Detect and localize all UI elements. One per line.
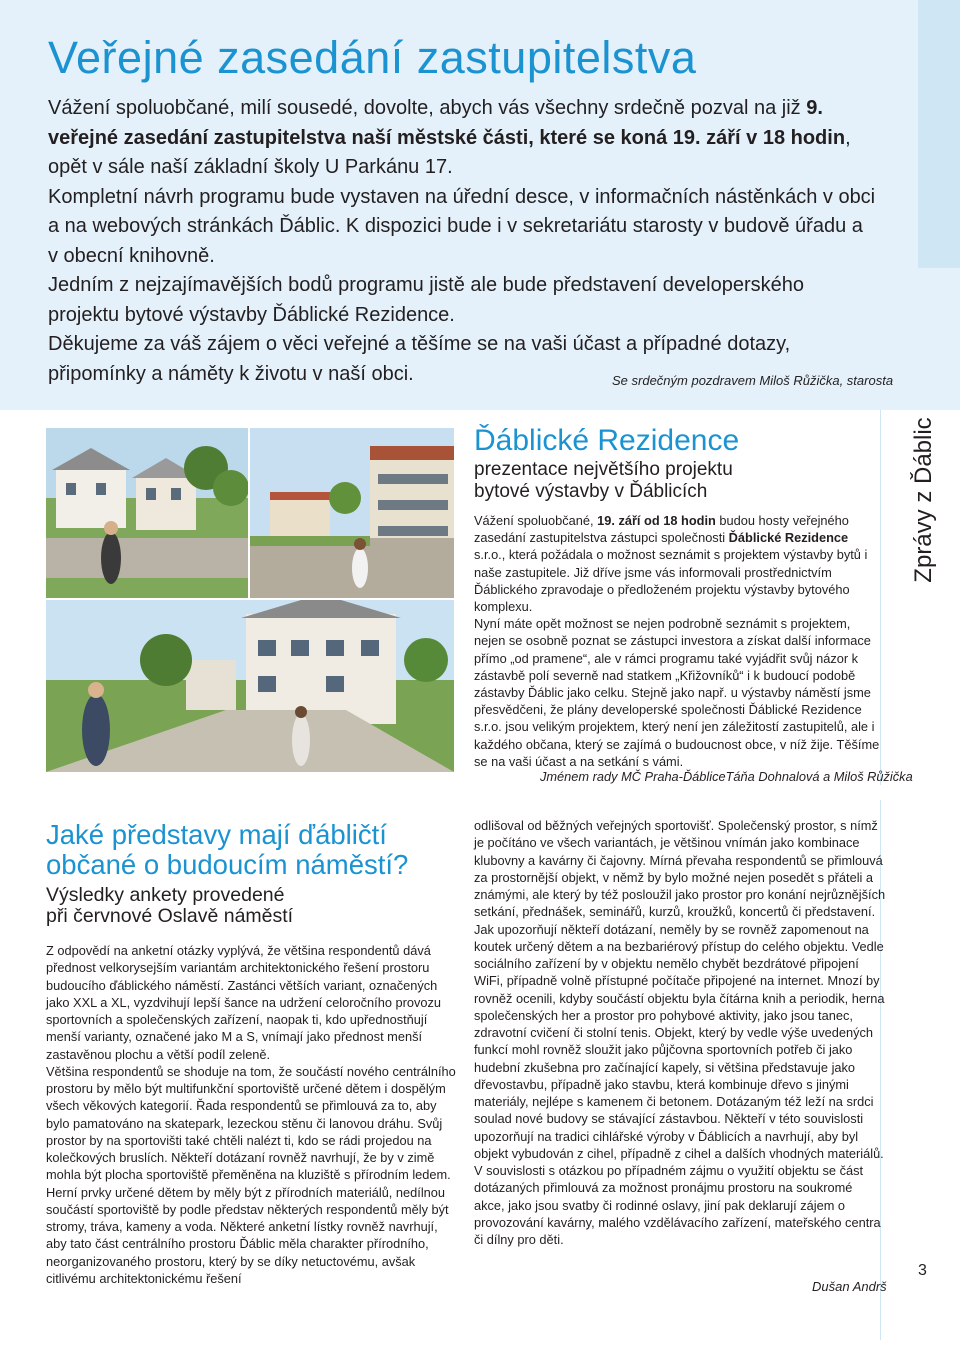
photo-houses-with-cyclist [46, 428, 248, 598]
dablicke-body [474, 512, 882, 770]
sidebar-strip [918, 0, 960, 268]
side-label: Zprávy z Ďáblic [910, 417, 937, 583]
photo-apartment-street [250, 428, 454, 598]
dablicke-subtitle: prezentace největšího projektu bytové výstavby v Ďáblicích [474, 459, 733, 502]
intro-signature: Se srdečným pozdravem Miloš Růžička, starosta [612, 373, 894, 388]
dablicke-signature: Jménem rady MČ Praha-ĎábliceTáňa Dohnalová a Miloš Růžička [540, 769, 913, 784]
intro-text [48, 94, 878, 389]
photo-courtyard-park [46, 600, 454, 772]
page-title: Veřejné zasedání zastupitelstva [48, 32, 697, 83]
intro-paragraph-1: Vážení spoluobčané, milí sousedé, dovolte, abych vás všechny srdečně pozval na již 9. veřejné zasedání zastupitelstva naší městské části, které se koná 19. září v 18 hodin, opět v sále naší základní školy U Parkánu 17. [48, 97, 851, 178]
survey-paragraph-3: odlišoval od běžných veřejných sportovišť. Společenský prostor, s nímž je počítáno ve všech variantách, je většinou vnímán jako kombinace klubovny a kavárny či čajovny. Mírná převaha respondentů se přimlouvá za prostornější objekt, v němž by bylo možné nejen posedět s přáteli a známými, ale který by též posloužil jako prostor pro konání nejrůznějších setkání, přednášek, seminářů, kurzů, kroužků, koncertů či představení. Jak upozorňují někteří dotázaní, neměly by se rovněž zapomenout na koutek určený dětem a na bezbariérový přístup do celého objektu. Vedle sociálního zařízení by v objektu nemělo chybět bezdrátové připojení WiFi, případně volně přístupné počítače připojené na internet. Mnozí by rovněž ocenili, kdyby součástí objektu byla čítárna knih a periodik, herna společenských her a prostor pro pohybové aktivity, jako jsou tanec, zdravotní cvičení či stolní tenis. Objekt, který by vedle výše uvedených funkcí mohl rovněž sloužit jako půjčovna sportovních potřeb či jako hudební zkušebna pro začínající kapely, si většina představuje jako dřevostavbu, případně jako stavbu, která kombinuje dřevo s jinými materiály, nejlépe s kamenem či betonem. Dotázaným též leží na srdci soulad nové budovy se stávající zástavbou. Někteří v této souvislosti upozorňují na tradici cihlářské výroby v Ďáblicích a navrhují, aby byl objekt vybudován z cihel, případně z cihel a dalších vhodných materiálů. [474, 818, 886, 1161]
intro-paragraph-4: Děkujeme za váš zájem o věci veřejné a těšíme se na vaši účast a případné dotazy, připomínky a náměty k životu v naší obci. [48, 333, 791, 385]
survey-paragraph-2: Většina respondentů se shoduje na tom, že součástí nového centrálního prostoru by mělo být multifunkční sportoviště určené dětem i dospělým všech věkových kategorií. Řada respondentů se přimlouvá za to, aby bylo pamatováno na skatepark, lezeckou stěnu či lanovou dráhu. Svůj prostor by na sportovišti také chtěli nalézt ti, kdo se rádi projedou na kolečkových bruslích. Někteří dotázaní rovněž navrhují, že by v zimě mohla být plocha sportoviště přeměněna na kluziště s přírodním ledem. Herní prvky určené dětem by měly být z přírodních materiálů, nedílnou součástí sportoviště by podle představ některých respondentů měly být stromy, tráva, kameny a voda. Některé anketní lístky rovněž navrhují, aby tato část centrálního prostoru Ďáblic měla charakter přírodního, neorganizovaného prostoru, který by se díky netuctovému, avšak citlivému architektonickému řešení [46, 1063, 456, 1286]
page-number: 3 [918, 1262, 927, 1279]
survey-paragraph-4: V souvislosti s otázkou po případném zájmu o využití objektu se část dotázaných přimlouvá za možnost pronájmu prostoru na soukromé akce, jako jsou svatby či rodinné oslavy, jiní pak deklarují zájem o provozování kavárny, malého vzdělávacího zařízení, mateřského centra či dílny pro děti. [474, 1163, 881, 1247]
photo-collage [46, 428, 454, 772]
survey-subtitle: Výsledky ankety provedené při červnové Oslavě náměstí [46, 884, 294, 927]
dablicke-title: Ďáblické Rezidence [474, 424, 740, 457]
survey-signature: Dušan Andrš [812, 1279, 887, 1294]
dablicke-paragraph-2: Nyní máte opět možnost se nejen podrobně seznámit s projektem, nejen se osobně poznat se zástupci investora a získat další informace přímo „od pramene“, ale v rámci programu také vyjádřit svůj názor k zástavbě polí severně nad statkem „Křižovníků“ i k budoucí podobě zástavby Ďáblic jako celku. Stejně jako např. u výstavby náměstí jsme přesvědčeni, že plány developerské společnosti Ďáblické Rezidence s.r.o. jsou velikým projektem, který není jen záležitostí zastupitelů, ale i každého občana, který se zajímá o budoucnost obce, v níž žije. Těšíme se na vaši účast a na setkání s vámi. [474, 616, 880, 769]
dablicke-paragraph-1: Vážení spoluobčané, 19. září od 18 hodin budou hosty veřejného zasedání zastupitelstva zástupci společnosti Ďáblické Rezidence s.r.o., která požádala o možnost seznámit s projektem výstavby bytů i naše zastupitele. Již dříve jsme vás informovali prostřednictvím Ďáblického zpravodaje o předloženém projektu výstavby bytového komplexu. [474, 513, 868, 615]
survey-column-right [474, 817, 886, 1248]
intro-paragraph-3: Jedním z nejzajímavějších bodů programu jistě ale bude představení developerského projektu bytové výstavby Ďáblické Rezidence. [48, 274, 804, 326]
intro-paragraph-2: Kompletní návrh programu bude vystaven na úřední desce, v informačních nástěnkách v obci a na webových stránkách Ďáblic. K dispozici bude i v sekretariátu starosty v budově úřadu a v obecní knihovně. [48, 185, 876, 267]
survey-column-left [46, 942, 456, 1287]
survey-title: Jaké představy mají ďábličtí občané o budoucím náměstí? [46, 819, 409, 880]
survey-paragraph-1: Z odpovědí na anketní otázky vyplývá, že většina respondentů dává přednost velkorysejším variantám architektonického řešení prostoru budoucího ďáblického náměstí. Zastánci větších variant, označených jako XXL a XL, vyzdvihují lepší šance na udržení celoročního provozu sportovních a společenských zařízení, naopak ti, kdo upřednostňují menší varianty, označené jako M a S, vnímají jako přednost menší zastavěnou plochu a větší podíl zeleně. [46, 943, 442, 1062]
